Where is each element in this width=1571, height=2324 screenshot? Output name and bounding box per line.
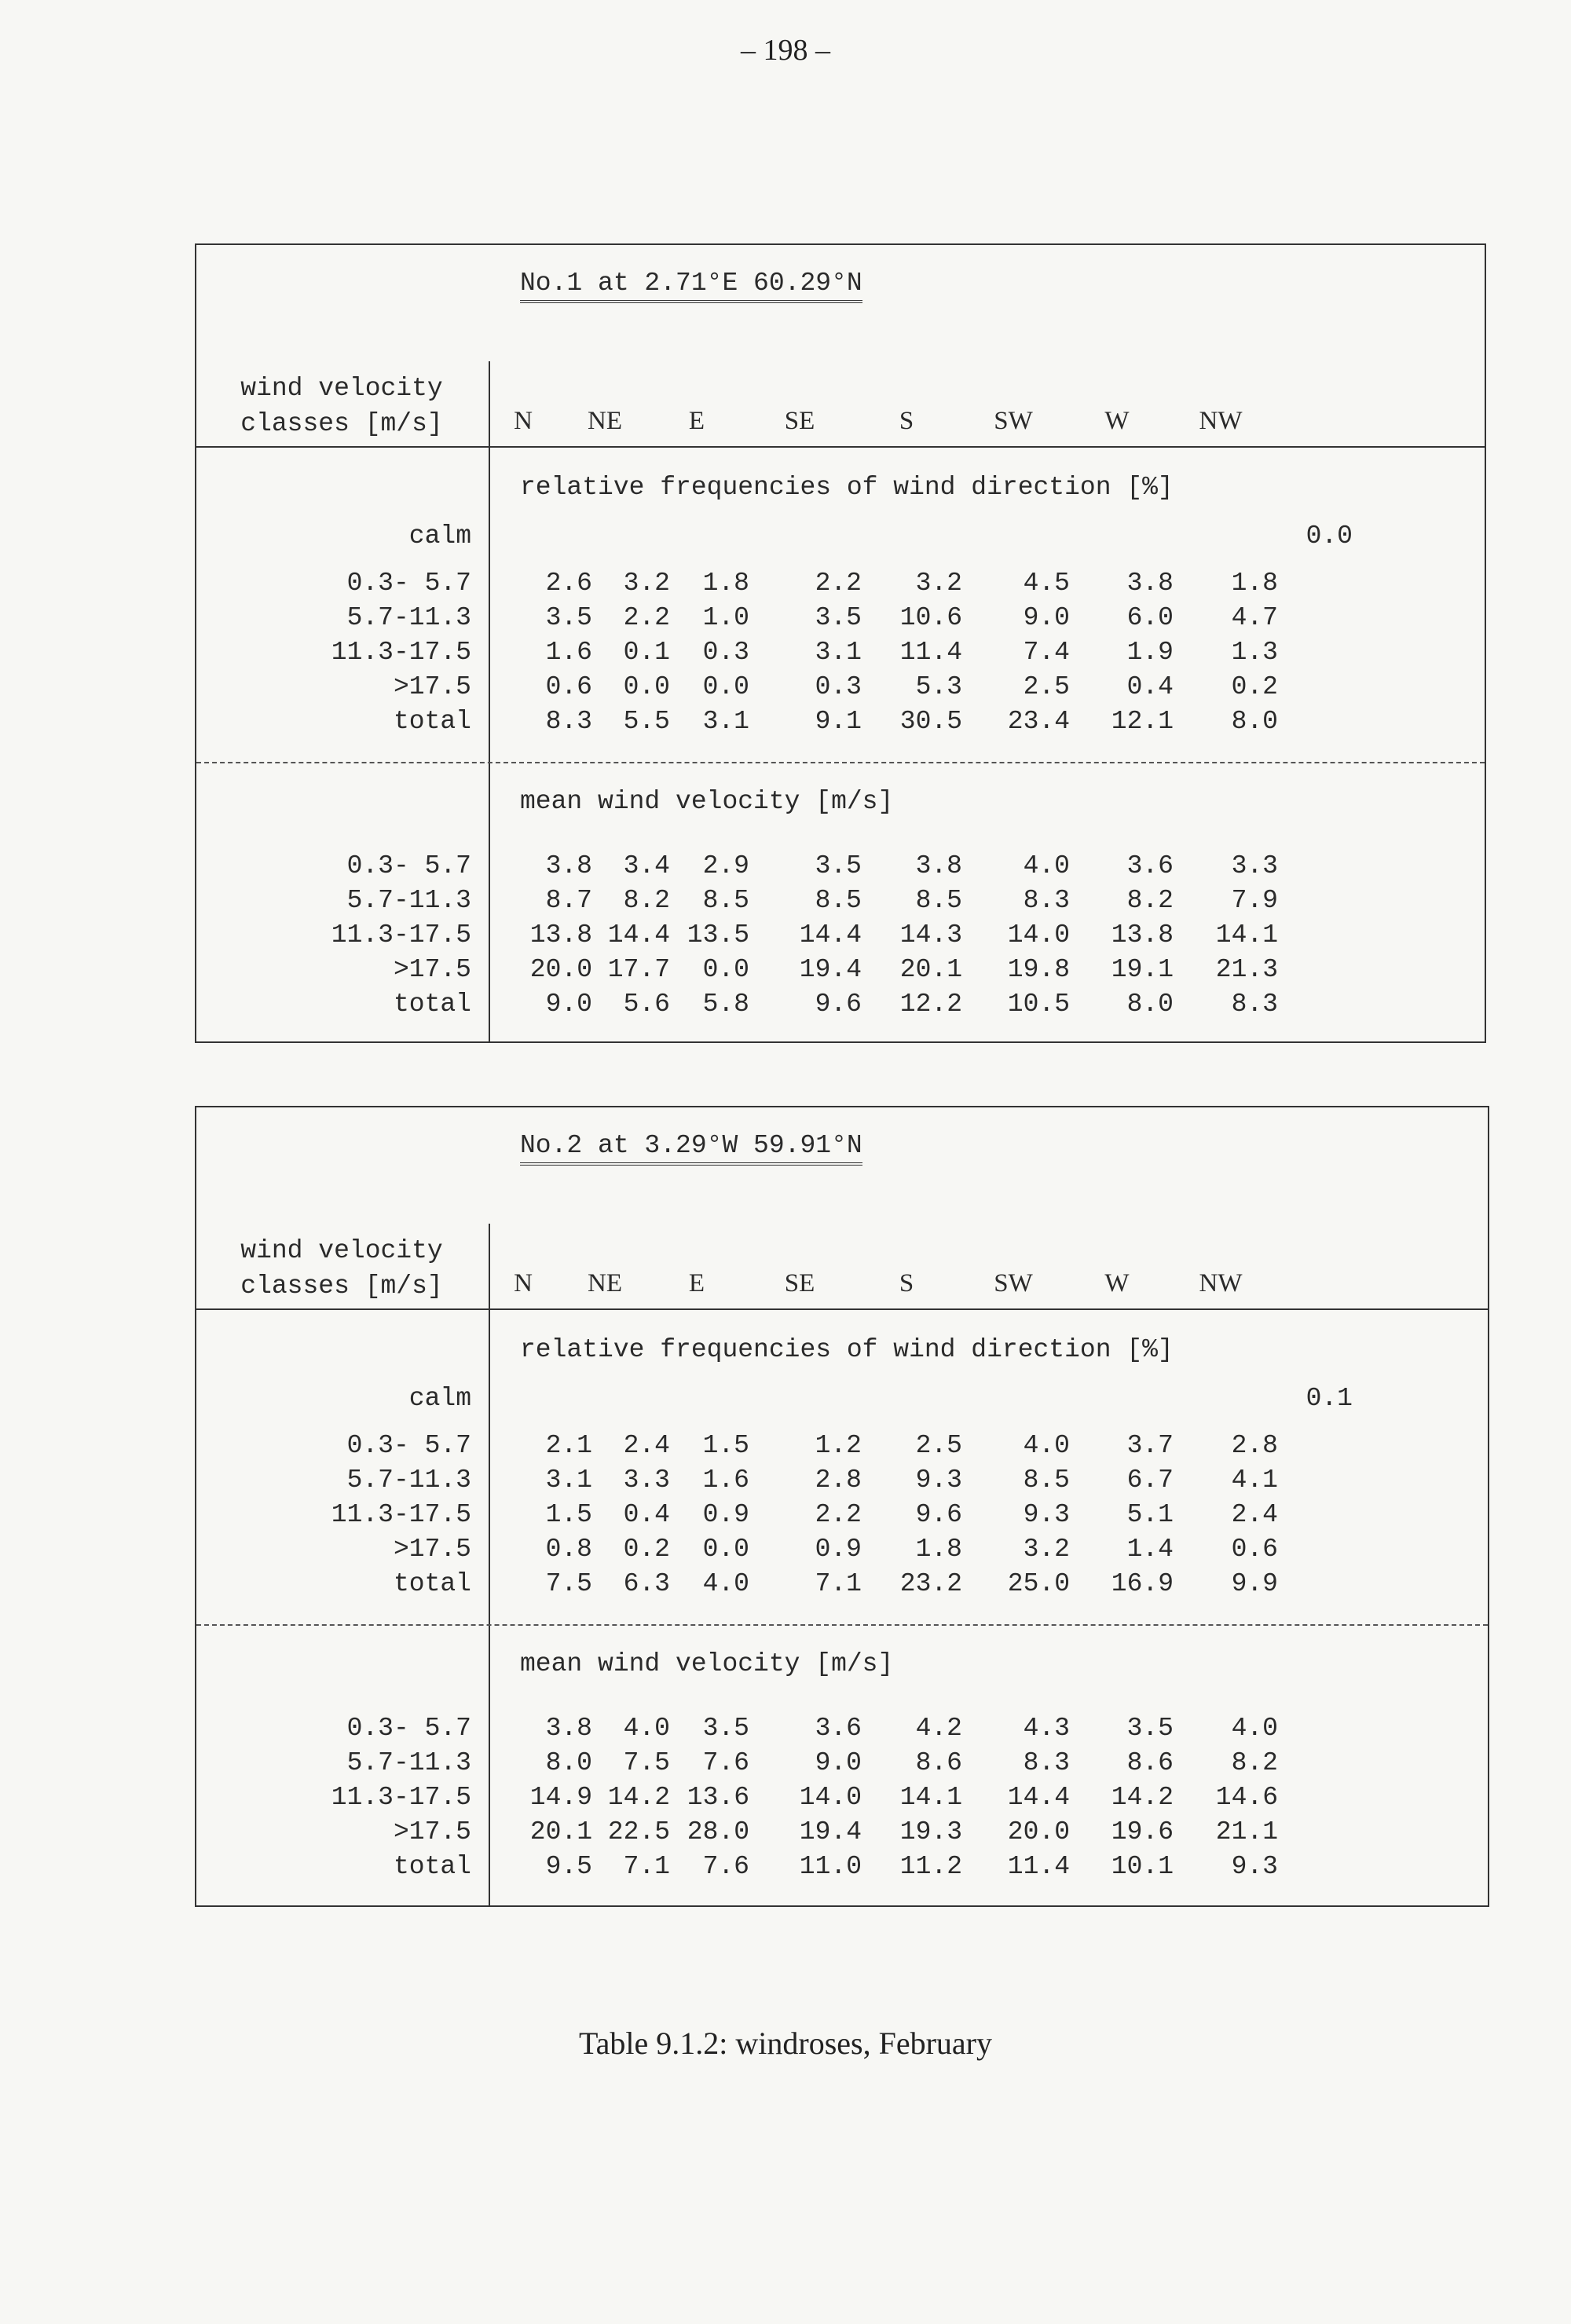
header-line-2: classes [m/s] [240, 409, 443, 438]
header-divider [196, 1308, 1488, 1310]
frequency-cell: 4.1 [1231, 1466, 1278, 1495]
velocity-row-label: total [393, 990, 471, 1019]
direction-header: NW [1199, 1269, 1243, 1297]
column-header-left [212, 1233, 471, 1304]
velocity-row-label: >17.5 [393, 1817, 471, 1846]
header-line-1: wind velocity [240, 374, 443, 403]
header-divider [196, 446, 1485, 448]
frequency-cell: 4.7 [1231, 603, 1278, 632]
frequency-cell: 0.0 [702, 1535, 749, 1564]
velocity-cell: 4.2 [915, 1714, 962, 1743]
frequency-cell: 9.0 [1023, 603, 1070, 632]
velocity-row-label: >17.5 [393, 955, 471, 984]
velocity-cell: 13.8 [1111, 920, 1174, 950]
direction-header: E [688, 1269, 705, 1297]
velocity-row-label: 5.7-11.3 [346, 886, 471, 915]
velocity-cell: 3.6 [1126, 851, 1174, 880]
velocity-cell: 14.2 [607, 1783, 670, 1812]
frequency-cell: 1.8 [1231, 569, 1278, 598]
frequency-cell: 1.5 [545, 1500, 592, 1529]
frequency-cell: 3.8 [1126, 569, 1174, 598]
frequency-row-label: 11.3-17.5 [331, 638, 471, 667]
direction-header: SW [994, 1269, 1033, 1297]
velocity-cell: 7.6 [702, 1852, 749, 1881]
velocity-cell: 3.5 [815, 851, 862, 880]
frequency-cell: 3.1 [815, 638, 862, 667]
velocity-cell: 8.3 [1231, 990, 1278, 1019]
frequency-cell: 2.2 [815, 569, 862, 598]
frequency-cell: 1.8 [702, 569, 749, 598]
velocity-cell: 14.4 [607, 920, 670, 950]
velocity-cell: 14.6 [1215, 1783, 1278, 1812]
frequency-cell: 0.4 [623, 1500, 670, 1529]
direction-header: NW [1199, 407, 1243, 435]
frequency-cell: 4.0 [702, 1569, 749, 1598]
frequency-cell: 2.4 [623, 1431, 670, 1460]
velocity-cell: 21.1 [1215, 1817, 1278, 1846]
frequency-cell: 5.1 [1126, 1500, 1174, 1529]
frequency-cell: 2.2 [623, 603, 670, 632]
frequency-cell: 8.3 [545, 707, 592, 736]
velocity-cell: 8.5 [702, 886, 749, 915]
velocity-cell: 19.3 [899, 1817, 962, 1846]
velocity-cell: 3.5 [702, 1714, 749, 1743]
direction-header: NE [588, 1269, 622, 1297]
velocity-cell: 22.5 [607, 1817, 670, 1846]
velocity-cell: 10.5 [1007, 990, 1070, 1019]
frequency-cell: 1.2 [815, 1431, 862, 1460]
velocity-cell: 28.0 [687, 1817, 749, 1846]
velocity-cell: 8.5 [915, 886, 962, 915]
velocity-cell: 8.0 [1126, 990, 1174, 1019]
velocity-cell: 14.9 [529, 1783, 592, 1812]
frequency-cell: 7.5 [545, 1569, 592, 1598]
velocity-cell: 3.5 [1126, 1714, 1174, 1743]
section-divider [196, 1624, 1488, 1626]
direction-header: N [514, 1269, 533, 1297]
frequency-cell: 3.2 [915, 569, 962, 598]
velocity-cell: 8.5 [815, 886, 862, 915]
frequency-cell: 16.9 [1111, 1569, 1174, 1598]
velocity-cell: 10.1 [1111, 1852, 1174, 1881]
velocity-cell: 8.2 [1126, 886, 1174, 915]
velocity-row-label: 0.3- 5.7 [346, 851, 471, 880]
velocity-cell: 11.4 [1007, 1852, 1070, 1881]
velocity-cell: 12.2 [899, 990, 962, 1019]
frequency-cell: 3.7 [1126, 1431, 1174, 1460]
frequency-cell: 12.1 [1111, 707, 1174, 736]
frequency-cell: 3.1 [545, 1466, 592, 1495]
velocity-cell: 20.0 [1007, 1817, 1070, 1846]
velocity-cell: 20.1 [529, 1817, 592, 1846]
velocity-cell: 3.8 [915, 851, 962, 880]
frequency-cell: 6.0 [1126, 603, 1174, 632]
direction-header: W [1104, 1269, 1130, 1297]
frequency-cell: 9.1 [815, 707, 862, 736]
velocity-cell: 14.1 [899, 1783, 962, 1812]
frequency-cell: 0.8 [545, 1535, 592, 1564]
frequency-cell: 11.4 [899, 638, 962, 667]
velocity-cell: 8.7 [545, 886, 592, 915]
frequency-cell: 9.3 [915, 1466, 962, 1495]
velocity-cell: 5.8 [702, 990, 749, 1019]
velocity-cell: 20.0 [529, 955, 592, 984]
velocity-cell: 3.4 [623, 851, 670, 880]
frequency-cell: 3.3 [623, 1466, 670, 1495]
velocity-cell: 8.6 [1126, 1748, 1174, 1777]
frequency-cell: 3.5 [545, 603, 592, 632]
direction-header: NE [588, 407, 622, 435]
header-line-2: classes [m/s] [240, 1272, 443, 1301]
velocity-cell: 21.3 [1215, 955, 1278, 984]
frequency-cell: 0.3 [815, 672, 862, 701]
frequency-row-label: 5.7-11.3 [346, 1466, 471, 1495]
frequency-row-label: total [393, 707, 471, 736]
velocity-cell: 3.8 [545, 851, 592, 880]
direction-header: S [899, 407, 914, 435]
velocity-cell: 11.0 [799, 1852, 862, 1881]
frequency-cell: 0.0 [623, 672, 670, 701]
frequency-section-title: relative frequencies of wind direction [%] [520, 473, 1174, 502]
velocity-cell: 13.6 [687, 1783, 749, 1812]
frequency-cell: 0.2 [623, 1535, 670, 1564]
frequency-row-label: 11.3-17.5 [331, 1500, 471, 1529]
velocity-cell: 19.4 [799, 1817, 862, 1846]
frequency-cell: 10.6 [899, 603, 962, 632]
station-title: No.2 at 3.29°W 59.91°N [520, 1133, 862, 1166]
frequency-cell: 5.5 [623, 707, 670, 736]
frequency-cell: 5.3 [915, 672, 962, 701]
column-divider [489, 361, 490, 1041]
velocity-row-label: 11.3-17.5 [331, 1783, 471, 1812]
frequency-cell: 0.1 [623, 638, 670, 667]
header-line-1: wind velocity [240, 1236, 443, 1265]
frequency-row-label: >17.5 [393, 672, 471, 701]
frequency-cell: 23.2 [899, 1569, 962, 1598]
frequency-cell: 2.4 [1231, 1500, 1278, 1529]
frequency-row-label: calm [408, 1384, 471, 1413]
table-caption: Table 9.1.2: windroses, February [579, 2026, 992, 2061]
calm-value: 0.0 [1306, 522, 1353, 551]
velocity-cell: 7.1 [623, 1852, 670, 1881]
frequency-cell: 0.6 [545, 672, 592, 701]
frequency-row-label: calm [408, 522, 471, 551]
frequency-cell: 6.3 [623, 1569, 670, 1598]
velocity-cell: 9.0 [815, 1748, 862, 1777]
velocity-cell: 13.5 [687, 920, 749, 950]
section-divider [196, 762, 1485, 763]
velocity-cell: 4.0 [1023, 851, 1070, 880]
velocity-cell: 8.6 [915, 1748, 962, 1777]
direction-header: SW [994, 407, 1033, 435]
frequency-cell: 2.8 [815, 1466, 862, 1495]
frequency-row-label: 0.3- 5.7 [346, 569, 471, 598]
velocity-cell: 8.2 [1231, 1748, 1278, 1777]
velocity-row-label: 0.3- 5.7 [346, 1714, 471, 1743]
frequency-cell: 23.4 [1007, 707, 1070, 736]
velocity-cell: 11.2 [899, 1852, 962, 1881]
column-divider [489, 1224, 490, 1905]
frequency-cell: 1.9 [1126, 638, 1174, 667]
velocity-cell: 7.5 [623, 1748, 670, 1777]
frequency-cell: 0.4 [1126, 672, 1174, 701]
velocity-cell: 8.2 [623, 886, 670, 915]
velocity-cell: 8.0 [545, 1748, 592, 1777]
frequency-cell: 9.6 [915, 1500, 962, 1529]
velocity-cell: 9.3 [1231, 1852, 1278, 1881]
velocity-cell: 14.4 [799, 920, 862, 950]
velocity-cell: 3.8 [545, 1714, 592, 1743]
frequency-cell: 0.0 [702, 672, 749, 701]
direction-header: W [1104, 407, 1130, 435]
velocity-cell: 8.3 [1023, 886, 1070, 915]
frequency-cell: 1.6 [702, 1466, 749, 1495]
frequency-cell: 2.5 [1023, 672, 1070, 701]
frequency-row-label: 5.7-11.3 [346, 603, 471, 632]
velocity-cell: 14.0 [799, 1783, 862, 1812]
frequency-cell: 25.0 [1007, 1569, 1070, 1598]
frequency-cell: 8.5 [1023, 1466, 1070, 1495]
direction-header: S [899, 1269, 914, 1297]
frequency-section-title: relative frequencies of wind direction [%] [520, 1335, 1174, 1364]
frequency-cell: 1.5 [702, 1431, 749, 1460]
direction-header: SE [784, 1269, 815, 1297]
velocity-cell: 14.4 [1007, 1783, 1070, 1812]
frequency-row-label: 0.3- 5.7 [346, 1431, 471, 1460]
frequency-cell: 0.3 [702, 638, 749, 667]
frequency-cell: 4.0 [1023, 1431, 1070, 1460]
frequency-row-label: >17.5 [393, 1535, 471, 1564]
frequency-cell: 6.7 [1126, 1466, 1174, 1495]
calm-value: 0.1 [1306, 1384, 1353, 1413]
direction-header: E [688, 407, 705, 435]
frequency-cell: 3.5 [815, 603, 862, 632]
velocity-cell: 4.3 [1023, 1714, 1070, 1743]
page-number: – 198 – [741, 34, 830, 67]
frequency-cell: 2.6 [545, 569, 592, 598]
frequency-cell: 0.9 [702, 1500, 749, 1529]
velocity-cell: 14.3 [899, 920, 962, 950]
velocity-cell: 17.7 [607, 955, 670, 984]
velocity-cell: 9.6 [815, 990, 862, 1019]
frequency-cell: 2.1 [545, 1431, 592, 1460]
frequency-cell: 1.4 [1126, 1535, 1174, 1564]
frequency-cell: 2.8 [1231, 1431, 1278, 1460]
velocity-cell: 9.5 [545, 1852, 592, 1881]
frequency-cell: 1.0 [702, 603, 749, 632]
station-table-2 [195, 1106, 1489, 1907]
frequency-cell: 3.2 [1023, 1535, 1070, 1564]
column-header-left [212, 371, 471, 441]
velocity-cell: 13.8 [529, 920, 592, 950]
velocity-cell: 14.2 [1111, 1783, 1174, 1812]
velocity-cell: 4.0 [1231, 1714, 1278, 1743]
frequency-cell: 1.8 [915, 1535, 962, 1564]
velocity-cell: 14.1 [1215, 920, 1278, 950]
velocity-cell: 2.9 [702, 851, 749, 880]
direction-header: N [514, 407, 533, 435]
velocity-section-title: mean wind velocity [m/s] [520, 787, 894, 816]
velocity-cell: 19.1 [1111, 955, 1174, 984]
frequency-cell: 4.5 [1023, 569, 1070, 598]
velocity-cell: 19.6 [1111, 1817, 1174, 1846]
velocity-cell: 5.6 [623, 990, 670, 1019]
velocity-cell: 8.3 [1023, 1748, 1070, 1777]
frequency-row-label: total [393, 1569, 471, 1598]
station-title: No.1 at 2.71°E 60.29°N [520, 270, 862, 303]
frequency-cell: 0.2 [1231, 672, 1278, 701]
frequency-cell: 3.1 [702, 707, 749, 736]
frequency-cell: 2.5 [915, 1431, 962, 1460]
velocity-row-label: 5.7-11.3 [346, 1748, 471, 1777]
frequency-cell: 7.4 [1023, 638, 1070, 667]
station-table-1 [195, 243, 1486, 1043]
frequency-cell: 0.6 [1231, 1535, 1278, 1564]
velocity-cell: 3.6 [815, 1714, 862, 1743]
frequency-cell: 2.2 [815, 1500, 862, 1529]
velocity-cell: 7.9 [1231, 886, 1278, 915]
frequency-cell: 0.9 [815, 1535, 862, 1564]
frequency-cell: 1.3 [1231, 638, 1278, 667]
frequency-cell: 30.5 [899, 707, 962, 736]
velocity-row-label: 11.3-17.5 [331, 920, 471, 950]
frequency-cell: 9.9 [1231, 1569, 1278, 1598]
velocity-cell: 3.3 [1231, 851, 1278, 880]
frequency-cell: 9.3 [1023, 1500, 1070, 1529]
frequency-cell: 7.1 [815, 1569, 862, 1598]
velocity-cell: 0.0 [702, 955, 749, 984]
velocity-cell: 4.0 [623, 1714, 670, 1743]
velocity-cell: 7.6 [702, 1748, 749, 1777]
velocity-cell: 14.0 [1007, 920, 1070, 950]
velocity-section-title: mean wind velocity [m/s] [520, 1649, 894, 1678]
velocity-cell: 19.4 [799, 955, 862, 984]
velocity-cell: 20.1 [899, 955, 962, 984]
velocity-cell: 19.8 [1007, 955, 1070, 984]
frequency-cell: 3.2 [623, 569, 670, 598]
frequency-cell: 8.0 [1231, 707, 1278, 736]
velocity-row-label: total [393, 1852, 471, 1881]
direction-header: SE [784, 407, 815, 435]
velocity-cell: 9.0 [545, 990, 592, 1019]
frequency-cell: 1.6 [545, 638, 592, 667]
